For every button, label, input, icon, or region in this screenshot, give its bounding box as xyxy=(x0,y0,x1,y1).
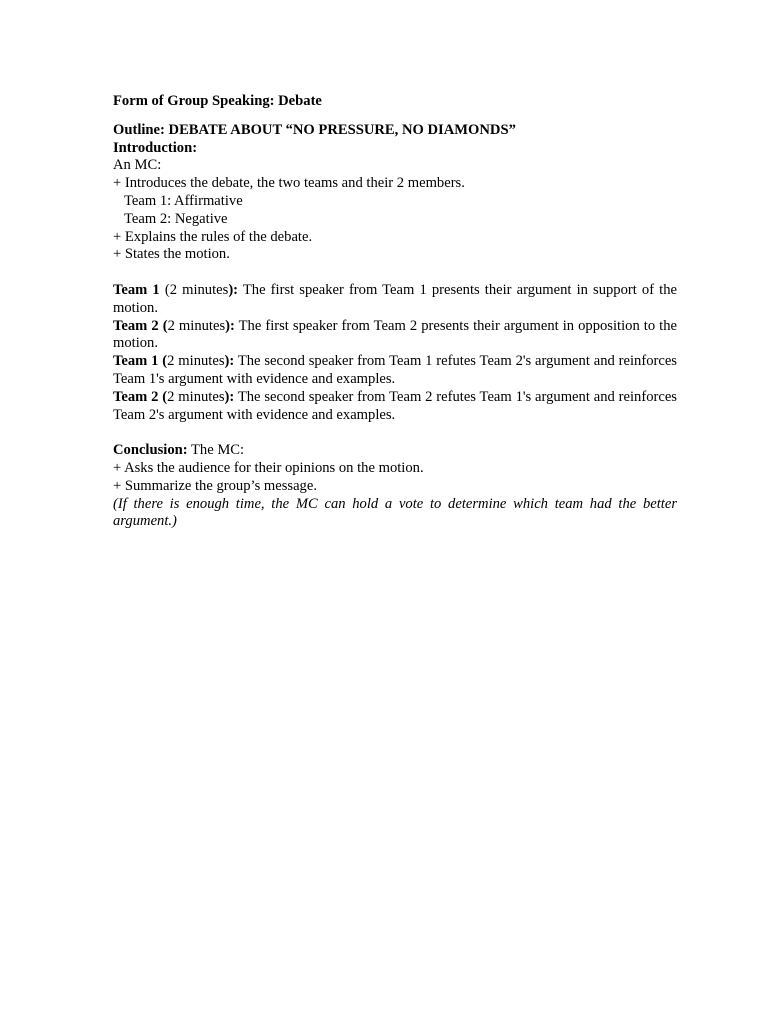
round-team: Team 1 xyxy=(113,281,160,298)
intro-line: + Introduces the debate, the two teams and their 2 members. xyxy=(113,175,465,192)
round-time-open: ( xyxy=(158,317,168,334)
round-paragraph xyxy=(113,318,677,354)
conclusion-label: Conclusion: xyxy=(113,442,188,459)
round-time-open: ( xyxy=(158,353,168,370)
round-text: The second speaker from Team 1 refutes Team 2's argument and reinforces Team 1's argument with evidence and examples. xyxy=(113,353,677,387)
conclusion-paragraph xyxy=(113,442,677,460)
intro-line: An MC: xyxy=(113,157,162,174)
conclusion-line: + Asks the audience for their opinions on the motion. xyxy=(113,459,424,476)
intro-line-team1: Team 1: Affirmative xyxy=(124,192,243,209)
round-text: The first speaker from Team 2 presents their argument in opposition to the motion. xyxy=(113,317,677,352)
conclusion-line: + Summarize the group’s message. xyxy=(113,477,317,494)
round-time-open: ( xyxy=(159,281,170,298)
round-time-close: ): xyxy=(225,317,235,334)
round-paragraph xyxy=(113,353,677,389)
round-text: The first speaker from Team 1 presents their argument in support of the motion. xyxy=(113,281,677,316)
round-text: The second speaker from Team 2 refutes Team 1's argument and reinforces Team 2's argument with evidence and examples. xyxy=(113,388,677,423)
round-time: 2 minutes xyxy=(167,388,225,405)
conclusion-note: (If there is enough time, the MC can hold a vote to determine which team had the better argument.) xyxy=(113,495,677,530)
round-time: 2 minutes xyxy=(167,317,226,334)
intro-line: + States the motion. xyxy=(113,246,230,263)
document-page xyxy=(113,93,677,531)
round-team: Team 2 xyxy=(113,388,159,405)
intro-line-team2: Team 2: Negative xyxy=(124,210,228,227)
round-time-open: ( xyxy=(158,388,168,405)
round-paragraph xyxy=(113,282,677,318)
outline-heading: Outline: DEBATE ABOUT “NO PRESSURE, NO DIAMONDS” xyxy=(113,121,516,138)
round-paragraph xyxy=(113,389,677,425)
document-title: Form of Group Speaking: Debate xyxy=(113,93,322,109)
round-time: 2 minutes xyxy=(167,353,225,370)
spacer xyxy=(113,424,677,442)
introduction-label: Introduction: xyxy=(113,139,198,156)
conclusion-intro: The MC: xyxy=(187,442,245,459)
round-team: Team 1 xyxy=(113,353,159,370)
intro-line: + Explains the rules of the debate. xyxy=(113,228,313,245)
spacer xyxy=(113,264,677,282)
round-time: 2 minutes xyxy=(169,281,229,298)
round-team: Team 2 xyxy=(113,317,159,334)
round-time-close: ): xyxy=(224,388,235,405)
round-time-close: ): xyxy=(228,281,239,298)
round-time-close: ): xyxy=(224,353,235,370)
